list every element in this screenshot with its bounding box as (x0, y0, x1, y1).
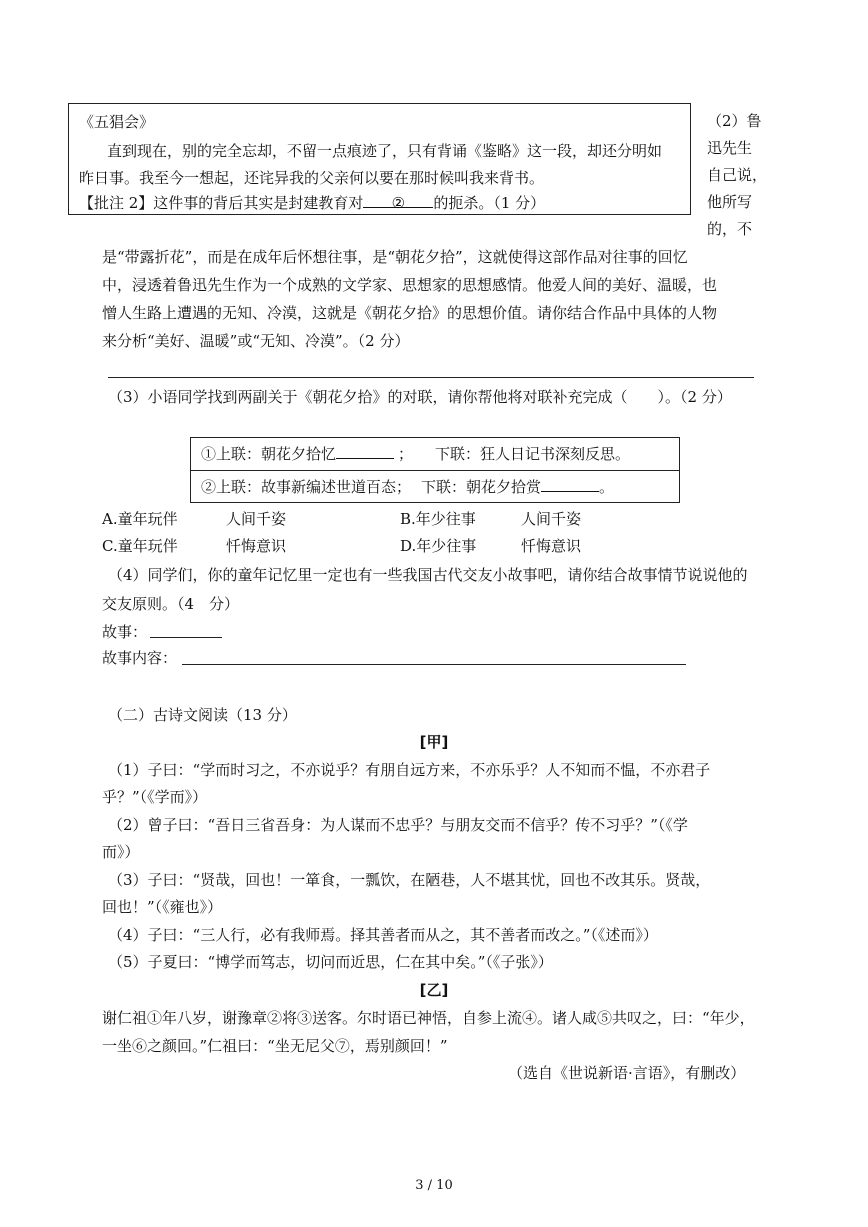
option-b[interactable] (400, 509, 476, 529)
couplet-1-blank[interactable] (336, 444, 394, 459)
couplet-2-upper: ②上联：故事新编述世道百态； (201, 478, 412, 496)
option-a-2: 人间千姿 (226, 510, 287, 528)
blank-number: ② (391, 194, 406, 212)
q2-side-5: 的，不 (707, 220, 753, 238)
q2-answer-line[interactable] (108, 377, 754, 378)
option-a[interactable] (102, 509, 178, 529)
excerpt-line-1: 直到现在，别的完全忘却，不留一点痕迹了，只有背诵《鉴略》这一段，却还分明如 (107, 142, 663, 160)
jia-3b: 回也！”（《雍也》） (102, 898, 223, 916)
annotation-text: 【批注 2】这件事的背后其实是封建教育对 (79, 194, 364, 212)
option-b-2: 人间千姿 (521, 510, 582, 528)
option-c[interactable] (102, 536, 178, 556)
q2-line-1: 是“带露折花”，而是在成年后怀想往事，是“朝花夕拾”，这就使得这部作品对往事的回忆 (102, 248, 688, 266)
jia-4: （4）子曰：“三人行，必有我师焉。择其善者而从之，其不善者而改之。”（《述而》） (108, 926, 658, 944)
annotation-2 (79, 193, 545, 213)
option-d-2: 忏悔意识 (521, 537, 582, 555)
excerpt-line-2: 昨日事。我至今一想起，还诧异我的父亲何以要在那时候叫我来背书。 (79, 169, 545, 187)
q2-side-3: 自己说， (707, 166, 768, 184)
annotation-score: 的扼杀。（1 分） (433, 194, 546, 212)
q3-stem: （3）小语同学找到两副关于《朝花夕拾》的对联，请你帮他将对联补充完成（ ）。（2 分） (108, 388, 732, 406)
yi-source: （选自《世说新语·言语》，有删改） (508, 1064, 746, 1082)
couplet-2-blank[interactable] (541, 477, 599, 492)
q2-line-4: 来分析“美好、温暖”或“无知、冷漠”。（2 分） (102, 332, 410, 350)
jia-3a: （3）子曰：“贤哉，回也！一箪食，一瓢饮，在陋巷，人不堪其忧，回也不改其乐。贤哉， (108, 871, 711, 889)
couplet-1-sep: ； (398, 445, 414, 463)
option-d[interactable] (400, 536, 476, 556)
couplet-1-lower: 下联：狂人日记书深刻反思。 (435, 445, 631, 463)
option-d-1: D.年少往事 (400, 537, 477, 555)
couplet-1 (191, 438, 679, 470)
story-label: 故事： (102, 623, 148, 641)
jia-heading: [甲] (419, 733, 449, 751)
excerpt-title: 《五猖会》 (79, 113, 155, 131)
option-b-1: B.年少往事 (400, 510, 476, 528)
story-content-label: 故事内容： (102, 649, 178, 667)
q2-line-2: 中，浸透着鲁迅先生作为一个成熟的文学家、思想家的思想感情。他爱人间的美好、温暖，也 (102, 276, 718, 294)
story-input-line[interactable] (150, 637, 222, 638)
couplet-2 (191, 470, 679, 502)
option-c-1: C.童年玩伴 (102, 537, 178, 555)
page-number: 3 / 10 (415, 1178, 453, 1193)
jia-2b: 而》） (102, 843, 140, 861)
jia-1b: 乎？”（《学而》） (102, 788, 208, 806)
yi-line-1: 谢仁祖①年八岁，谢豫章②将③送客。尔时语已神悟，自参上流④。诸人咸⑤共叹之，曰：“年少， (102, 1009, 755, 1027)
option-a-1: A.童年玩伴 (102, 510, 178, 528)
option-c-2: 忏悔意识 (226, 537, 287, 555)
couplet-2-lower: 下联：朝花夕拾赏 (421, 478, 542, 496)
excerpt-box (68, 103, 691, 215)
story-content-input-line[interactable] (182, 664, 686, 665)
q2-side-1: （2）鲁 (707, 112, 762, 130)
couplet-1-upper: ①上联：朝花夕拾忆 (201, 445, 337, 463)
yi-heading: [乙] (419, 981, 449, 999)
q4-line-2: 交友原则。（4 分） (102, 595, 240, 613)
jia-5: （5）子夏曰：“博学而笃志，切问而近思，仁在其中矣。”（《子张》） (108, 953, 553, 971)
q2-side-4: 他所写 (707, 193, 753, 211)
annotation-blank[interactable] (363, 193, 433, 212)
couplet-table (190, 437, 680, 503)
q4-line-1: （4）同学们，你的童年记忆里一定也有一些我国古代交友小故事吧，请你结合故事情节说说他的 (108, 566, 748, 584)
q2-line-3: 憎人生路上遭遇的无知、冷漠，这就是《朝花夕拾》的思想价值。请你结合作品中具体的人物 (102, 304, 718, 322)
jia-1a: （1）子曰：“学而时习之，不亦说乎？有朋自远方来，不亦乐乎？人不知而不愠，不亦君子 (108, 761, 711, 779)
q2-side-2: 迅先生 (707, 139, 753, 157)
jia-2a: （2）曾子曰：“吾日三省吾身：为人谋而不忠乎？与朋友交而不信乎？传不习乎？”（《学 (108, 816, 688, 834)
couplet-2-end: 。 (599, 478, 615, 496)
section-2-heading: （二）古诗文阅读（13 分） (108, 706, 297, 724)
yi-line-2: 一坐⑥之颜回。”仁祖曰：“坐无尼父⑦，焉别颜回！” (102, 1037, 448, 1055)
